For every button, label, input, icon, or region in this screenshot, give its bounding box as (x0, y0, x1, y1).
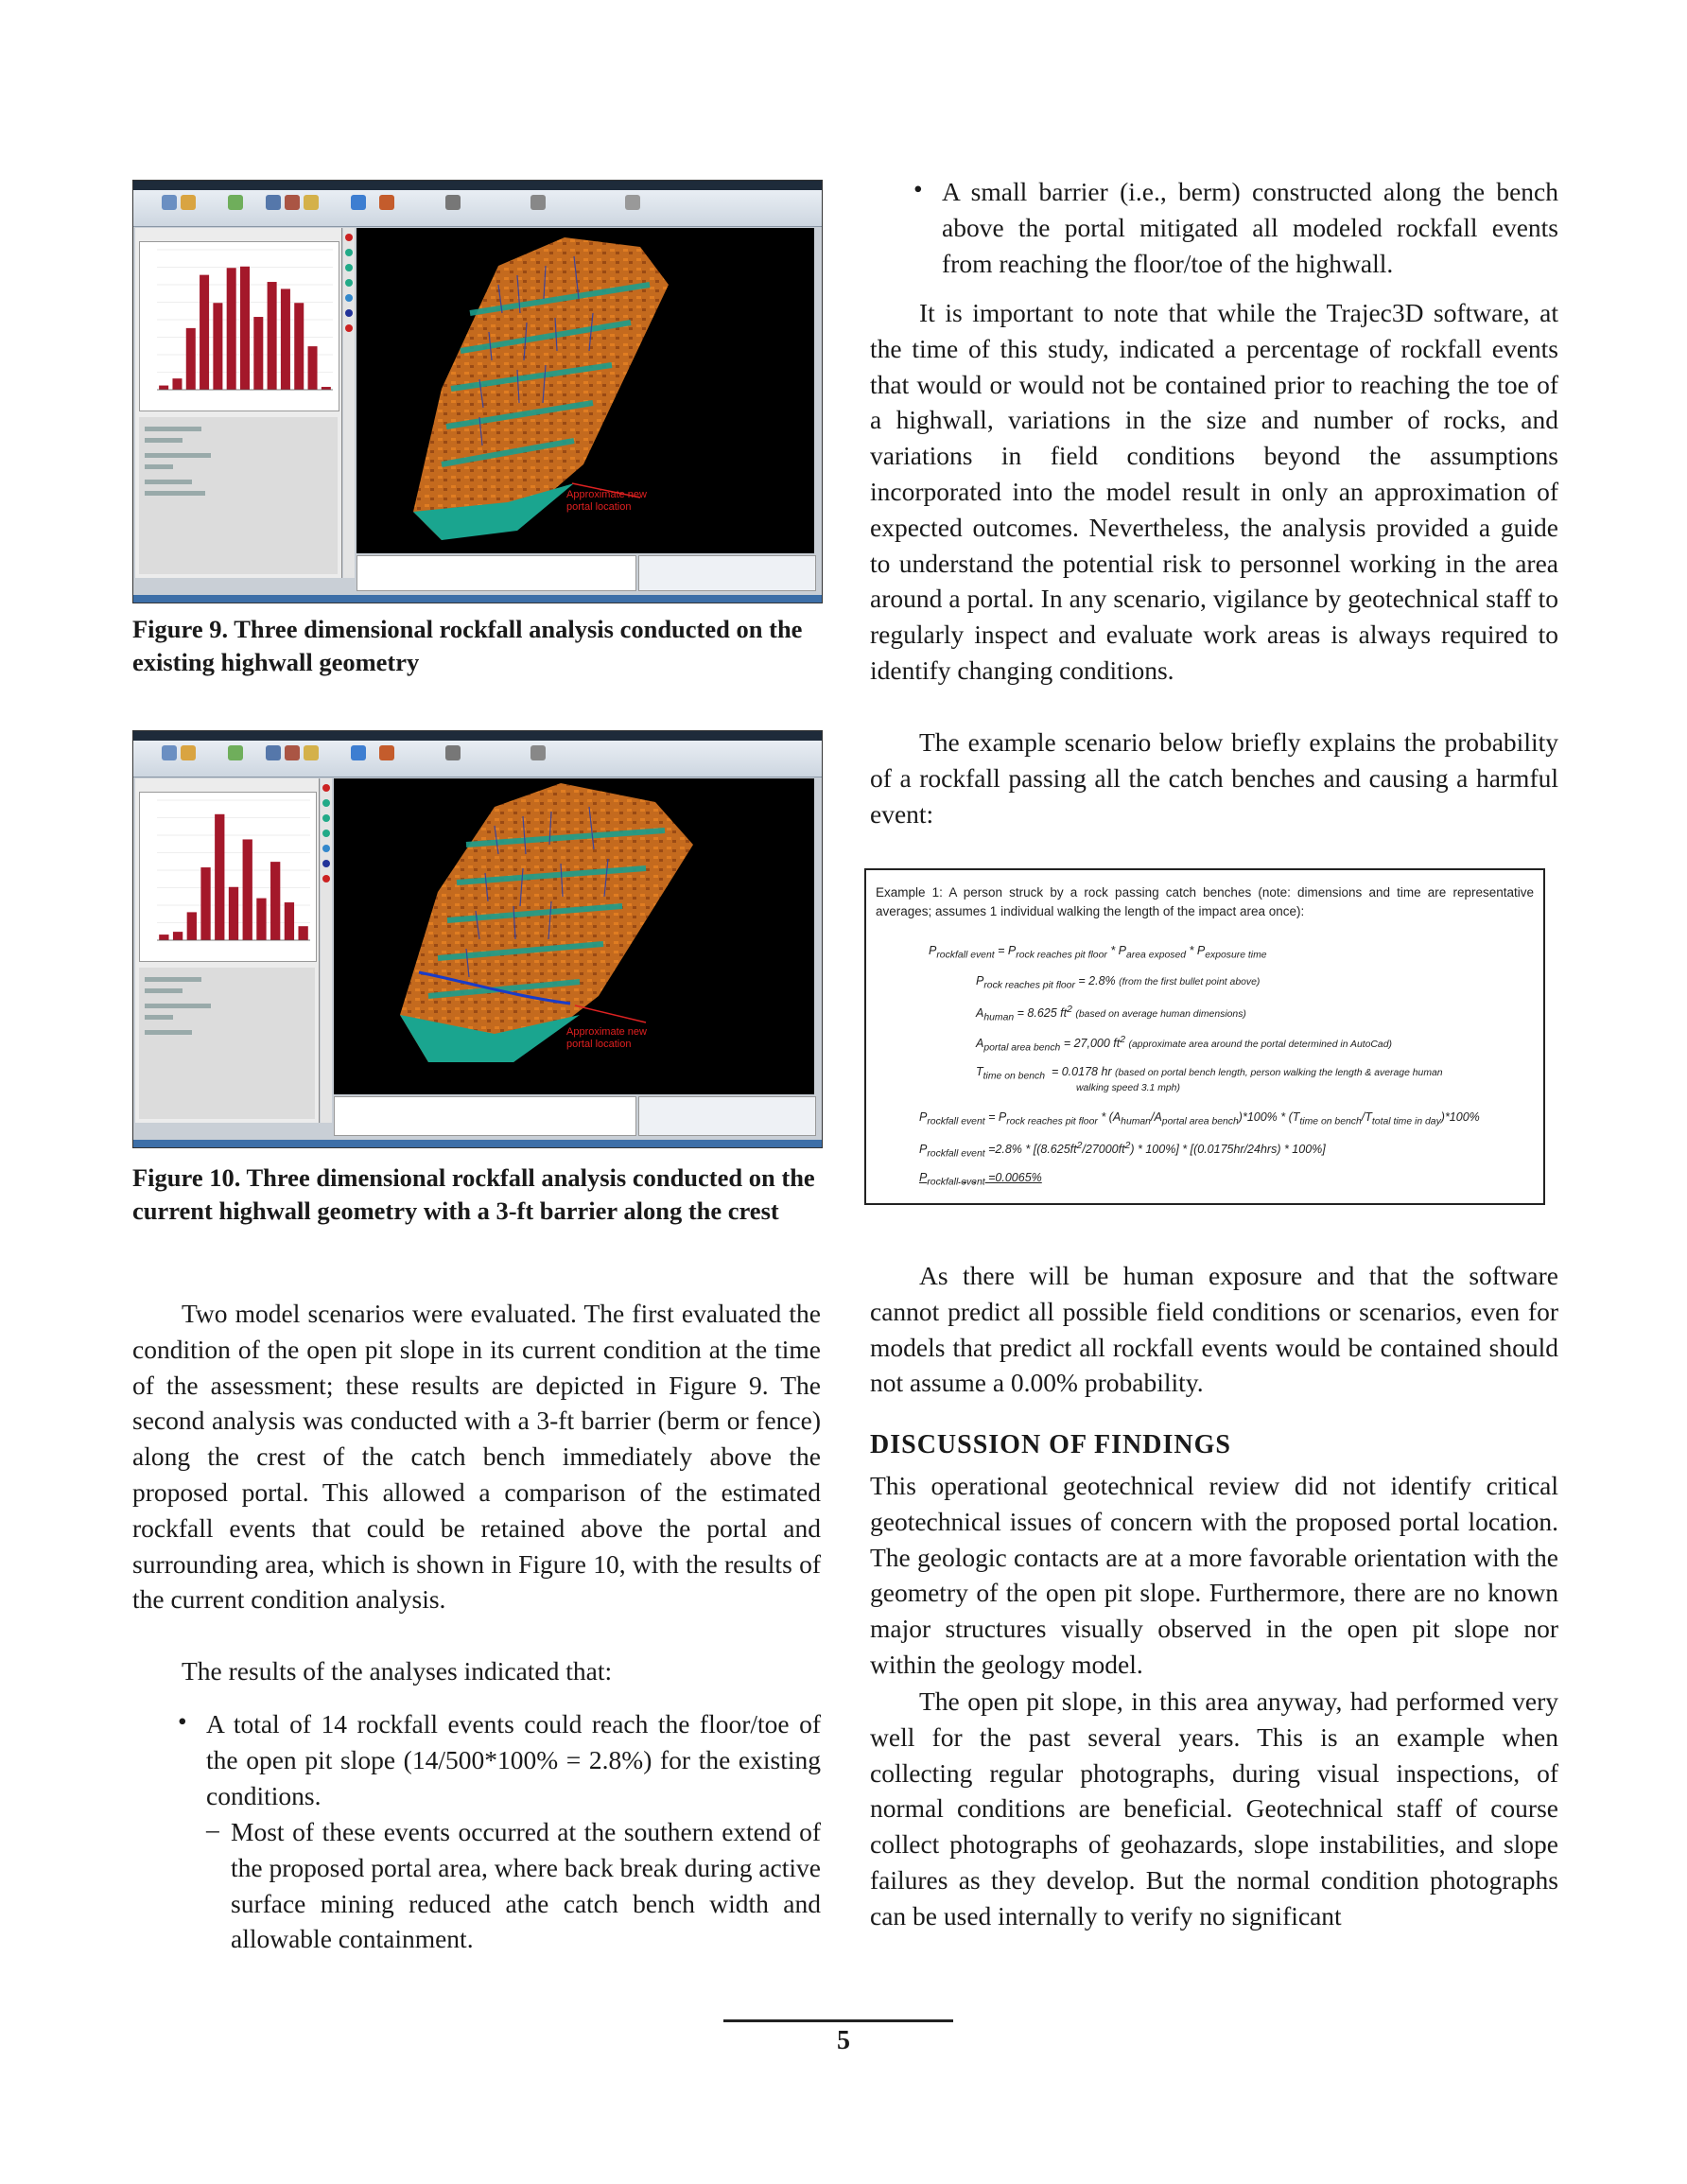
palette-icon (345, 309, 353, 317)
palette-icon (345, 294, 353, 302)
page-number: 5 (837, 2026, 850, 2055)
equation-line: $P_{rockfall event} = P_{rock reaches pit floor} * P_{area exposed} * P_{exposure time}$ (929, 944, 1267, 961)
body-paragraph: The open pit slope, in this area anyway, had performed very well for the past several years. This is an example when collecting regular photographs, during visual inspections, of normal conditions are beneficial. Geotechnical staff of course collect photographs of geohazards, slope instabilities, and slope failures as they develop. But the normal condition photographs can be used internally to verify no significant (870, 1686, 1558, 1931)
results-panel (638, 555, 816, 591)
body-paragraph: The example scenario below briefly explains the probability of a rockfall passing all the catch benches and causing a harmful event: (870, 727, 1558, 829)
histogram-bar (298, 926, 307, 940)
ribbon-tool-icon (530, 745, 546, 760)
equation-line: $P_{rock reaches pit floor} = 2.8\%$ (from the first bullet point above) (976, 974, 1261, 991)
palette-icon (345, 279, 353, 287)
3d-rockfall-view (357, 228, 814, 553)
histogram-bar (240, 267, 250, 390)
body-paragraph: It is important to note that while the Trajec3D software, at the time of this study, indicated a percentage of rockfall events that would or would not be contained prior to reaching the toe of a highwall, variations in the size and number of rocks, and variations in field conditions beyond the assumptions incorporated into the model result in only an approximation of expected outcomes. Nevertheless, the analysis provided a guide to understand the potential risk to personnel working in the area around a portal. In any scenario, vigilance by geotechnical staff to regularly inspect and evaluate work areas is always required to identify changing conditions. (870, 298, 1558, 685)
histogram-bar (200, 275, 209, 390)
histogram-bar (213, 303, 222, 390)
ribbon-tool-icon (445, 195, 461, 210)
palette-icon (322, 814, 330, 822)
histogram-bar (172, 378, 182, 390)
ribbon-tool-icon (304, 745, 319, 760)
histogram-bar (159, 386, 168, 390)
property-row (145, 438, 183, 443)
property-row (145, 480, 192, 484)
ribbon-tool-icon (162, 195, 177, 210)
property-row (145, 988, 183, 993)
histogram-bar (294, 303, 304, 390)
tool-palette (343, 228, 355, 578)
equation-line: $P_{rockfall event} = P_{rock reaches pit floor} * (A_{human}/A_{portal area bench})*100\% * (T_{time on bench}/T_{total time in day})*100\%$ (919, 1110, 1480, 1127)
properties-panel (139, 968, 315, 1119)
ribbon-tool-icon (266, 195, 281, 210)
annotation-text: Approximate new (566, 1026, 647, 1038)
example-calculation-box (864, 868, 1545, 1205)
histogram-bar (308, 346, 318, 390)
annotation-text: portal location (566, 1039, 632, 1050)
histogram-bar (187, 912, 197, 940)
ribbon-tool-icon (304, 195, 319, 210)
ribbon-tool-icon (228, 195, 243, 210)
ribbon-tool-icon (181, 745, 196, 760)
figure-10-screenshot (132, 730, 823, 1148)
palette-icon (345, 249, 353, 256)
figure-10-caption: Figure 10. Three dimensional rockfall analysis conducted on the current highwall geometry with a 3-ft barrier along the crest (132, 1163, 815, 1225)
palette-icon (345, 264, 353, 271)
ribbon-tool-icon (285, 745, 300, 760)
figure-9-caption: Figure 9. Three dimensional rockfall analysis conducted on the existing highwall geometry (132, 615, 803, 676)
log-console (334, 1096, 636, 1136)
rockfall-histogram (139, 241, 339, 411)
app-ribbon-toolbar (133, 741, 822, 778)
app-titlebar (133, 181, 822, 190)
ribbon-tool-icon (285, 195, 300, 210)
status-bar (133, 1140, 822, 1147)
histogram-bar (268, 282, 277, 390)
histogram-bar (227, 268, 236, 390)
bullet-marker: • (913, 174, 923, 203)
rockfall-histogram (139, 792, 317, 962)
palette-icon (322, 860, 330, 867)
ribbon-tool-icon (530, 195, 546, 210)
equation-line: $A_{human} = 8.625$ $ft^2$ (based on average human dimensions) (976, 1005, 1246, 1023)
example-intro: Example 1: A person struck by a rock passing catch benches (note: dimensions and time are representative averages; assumes 1 individual walking the length of the impact area once): (876, 885, 1534, 918)
equation-result: $P_{rockfall event} =0.0065\%$ (919, 1171, 1042, 1188)
property-row (145, 977, 201, 982)
results-panel (638, 1096, 816, 1136)
histogram-bar (229, 887, 238, 940)
ribbon-tool-icon (162, 745, 177, 760)
ribbon-tool-icon (351, 195, 366, 210)
body-paragraph: Two model scenarios were evaluated. The first evaluated the condition of the open pit slope in its current condition at the time of the assessment; these results are depicted in Figure 9. The second analysis was conducted with a 3-ft barrier (berm or fence) along the crest of the catch bench immediately above the proposed portal. This allowed a comparison of the estimated rockfall events that could be retained above the portal and surrounding area, which is shown in Figure 10, with the results of the current condition analysis. (132, 1299, 821, 1615)
sub-bullet-item: Most of these events occurred at the southern extend of the proposed portal area, where back break during active surface mining reduced athe catch bench width and allowable containment. (231, 1817, 821, 1954)
body-paragraph: As there will be human exposure and that the software cannot predict all possible field conditions or scenarios, even for models that predict all rockfall events would be contained should not assume a 0.00% probability. (870, 1261, 1558, 1398)
ribbon-tool-icon (228, 745, 243, 760)
property-row (145, 1030, 192, 1035)
ribbon-tool-icon (266, 745, 281, 760)
palette-icon (322, 784, 330, 792)
histogram-bar (186, 328, 196, 390)
palette-icon (322, 875, 330, 882)
palette-icon (322, 845, 330, 852)
section-heading: DISCUSSION OF FINDINGS (870, 1430, 1231, 1459)
equation-line: $P_{rockfall event} =2.8\% * [(8.625ft^2/27000ft^2) * 100\%] * [(0.0175hr/24hrs) * 100\%]$ (919, 1141, 1326, 1160)
histogram-panel (135, 228, 342, 578)
portal-location-annotation (566, 1026, 647, 1051)
dash-marker: – (206, 1814, 219, 1843)
log-console (357, 555, 636, 591)
ribbon-tool-icon (379, 745, 394, 760)
histogram-bar (285, 902, 294, 940)
tool-palette (321, 778, 332, 1123)
histogram-panel (135, 778, 320, 1123)
figure-9-screenshot (132, 180, 823, 603)
annotation-text: portal location (566, 501, 632, 513)
bullet-marker: • (178, 1706, 187, 1736)
status-bar (133, 595, 822, 603)
histogram-bar (256, 899, 266, 940)
property-row (145, 453, 211, 458)
property-row (145, 1004, 211, 1008)
property-row (145, 427, 201, 431)
bullet-item: A total of 14 rockfall events could reach the floor/toe of the open pit slope (14/500*100% = 2.8%) for the existing conditions. (206, 1709, 821, 1810)
app-ribbon-toolbar (133, 190, 822, 227)
ribbon-tool-icon (379, 195, 394, 210)
portal-location-annotation (566, 489, 647, 514)
histogram-bar (200, 867, 210, 940)
properties-panel (139, 417, 338, 574)
body-paragraph: This operational geotechnical review did not identify critical geotechnical issues of concern with the proposed portal location. The geologic contacts are at a more favorable orientation with the geometry of the open pit slope. Furthermore, there are no known major structures visually observed in the open pit slope nor within the geology model. (870, 1471, 1558, 1679)
property-row (145, 464, 173, 469)
palette-icon (345, 234, 353, 241)
ribbon-tool-icon (181, 195, 196, 210)
histogram-bar (270, 862, 280, 940)
bullet-item: A small barrier (i.e., berm) constructed along the bench above the portal mitigated all modeled rockfall events from reaching the floor/toe of the highwall. (942, 177, 1558, 278)
ribbon-tool-icon (445, 745, 461, 760)
histogram-bar (281, 288, 290, 390)
ribbon-tool-icon (351, 745, 366, 760)
palette-icon (345, 324, 353, 332)
body-paragraph: The results of the analyses indicated that: (182, 1656, 613, 1686)
histogram-bar (215, 814, 224, 940)
histogram-bar (322, 387, 331, 390)
ribbon-tool-icon (625, 195, 640, 210)
palette-icon (322, 830, 330, 837)
property-row (145, 491, 205, 496)
equation-line: $A_{portal area bench} = 27,000$ $ft^2$ (approximate area around the portal determined in AutoCad) (976, 1035, 1392, 1054)
histogram-bar (243, 839, 252, 940)
footer-rule (723, 2019, 953, 2022)
equation-line: walking speed 3.1 mph) (1076, 1083, 1180, 1093)
histogram-bar (253, 317, 263, 390)
equation-line: $T_{time on bench} = 0.0178$ hr (based on portal bench length, person walking the length & average human (976, 1065, 1443, 1082)
histogram-bar (173, 932, 183, 940)
annotation-text: Approximate new (566, 489, 647, 500)
app-titlebar (133, 731, 822, 741)
histogram-bar (159, 935, 168, 940)
3d-rockfall-view (334, 778, 814, 1094)
property-row (145, 1015, 173, 1020)
palette-icon (322, 799, 330, 807)
